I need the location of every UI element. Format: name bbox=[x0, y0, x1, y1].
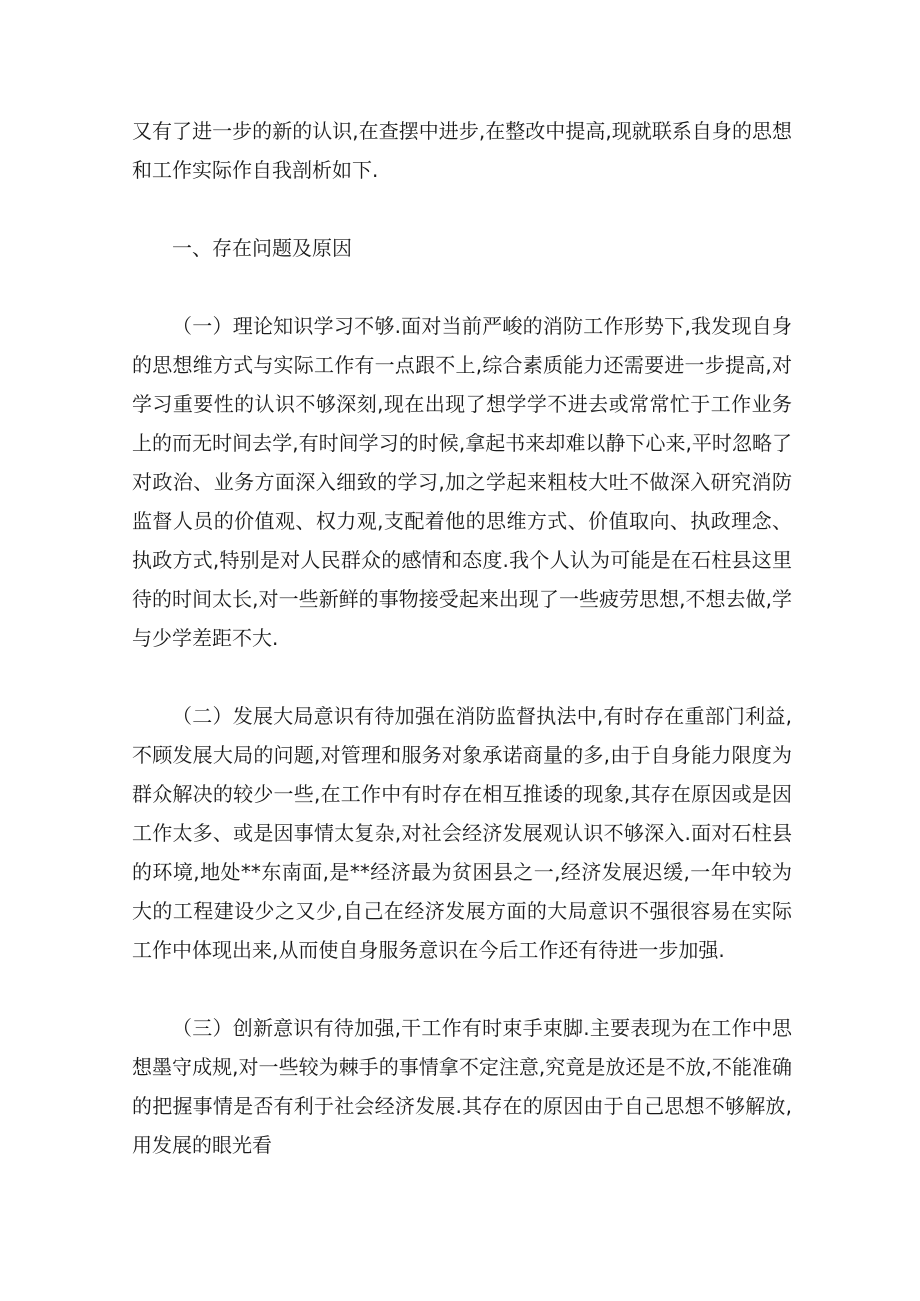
paragraph-innovation-awareness: （三）创新意识有待加强,干工作有时束手束脚.主要表现为在工作中思想墨守成规,对一些较为棘手的事情拿不定注意,究竟是放还是不放,不能准确的把握事情是否有利于社会经济发展.其存在的原因由于自己思想不够解放,用发展的眼光看 bbox=[132, 1016, 792, 1157]
paragraph-theory-study: （一）理论知识学习不够.面对当前严峻的消防工作形势下,我发现自身的思想维方式与实际工作有一点跟不上,综合素质能力还需要进一步提高,对学习重要性的认识不够深刻,现在出现了想学学不进去或常常忙于工作业务上的而无时间去学,有时间学习的时候,拿起书来却难以静下心来,平时忽略了对政治、业务方面深入细致的学习,加之学起来粗枝大吐不做深入研究消防监督人员的价值观、权力观,支配着他的思维方式、价值取向、执政理念、执政方式,特别是对人民群众的感情和态度.我个人认为可能是在石柱县这里待的时间太长,对一些新鲜的事物接受起来出现了一些疲劳思想,不想去做,学与少学差距不大. bbox=[132, 314, 792, 650]
paragraph-overall-awareness: （二）发展大局意识有待加强在消防监督执法中,有时存在重部门利益,不顾发展大局的问题,对管理和服务对象承诺商量的多,由于自身能力限度为群众解决的较少一些,在工作中有时存在相互推诿的现象,其存在原因或是因工作太多、或是因事情太复杂,对社会经济发展观认识不够深入.面对石柱县的环境,地处**东南面,是**经济最为贫困县之一,经济发展迟缓,一年中较为大的工程建设少之又少,自己在经济发展方面的大局意识不强很容易在实际工作中体现出来,从而使自身服务意识在今后工作还有待进一步加强. bbox=[132, 704, 792, 962]
section-heading: 一、存在问题及原因 bbox=[172, 236, 352, 260]
intro-paragraph: 又有了进一步的新的认识,在查摆中进步,在整改中提高,现就联系自身的思想和工作实际作自我剖析如下. bbox=[132, 119, 792, 182]
document-body bbox=[132, 112, 792, 1204]
